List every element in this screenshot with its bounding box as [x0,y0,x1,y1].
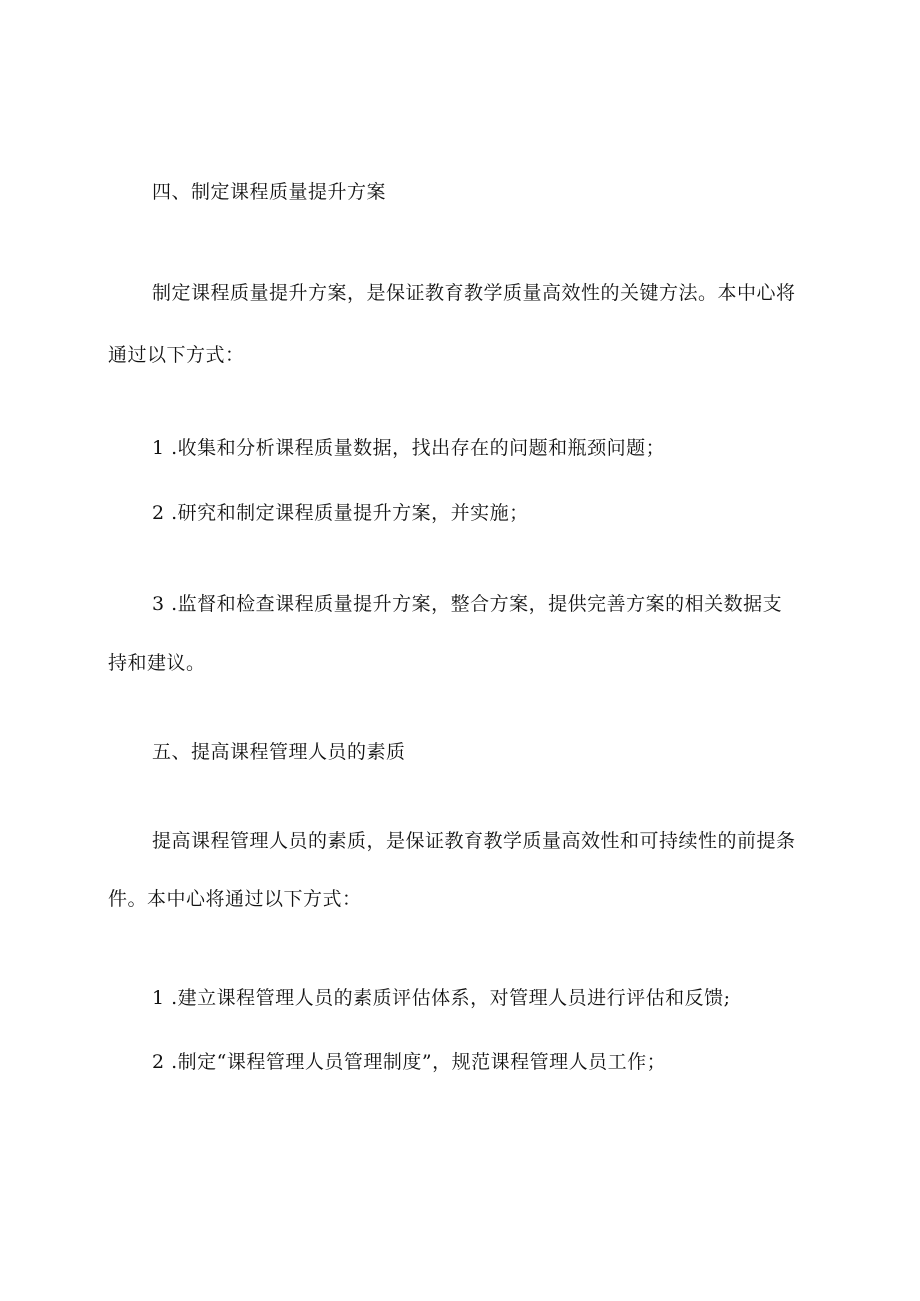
section-4-intro-line-2: 通过以下方式： [108,344,245,366]
section-5-intro-line-2: 件。本中心将通过以下方式： [108,888,362,910]
list-item-number: 1 [152,437,165,459]
section-4-item-3 [152,592,782,616]
list-item-text: .建立课程管理人员的素质评估体系，对管理人员进行评估和反馈; [171,987,731,1009]
section-5-heading: 五、提高课程管理人员的素质 [152,741,406,763]
list-item-number: 2 [152,1051,165,1073]
section-4-intro-line-1: 制定课程质量提升方案，是保证教育教学质量高效性的关键方法。本中心将 [152,282,796,304]
list-item-text: .制定“课程管理人员管理制度”，规范课程管理人员工作； [171,1051,667,1073]
list-item-number: 3 [152,593,165,615]
list-item-number: 2 [152,502,165,524]
section-4-heading: 四、制定课程质量提升方案 [152,181,387,203]
list-item-text: .收集和分析课程质量数据，找出存在的问题和瓶颈问题； [171,437,666,459]
section-5-intro-line-1: 提高课程管理人员的素质，是保证教育教学质量高效性和可持续性的前提条 [152,830,796,852]
section-4-item-3-continuation: 持和建议。 [108,652,206,674]
list-item-text: .研究和制定课程质量提升方案，并实施； [171,502,529,524]
section-4-item-1 [152,436,665,460]
list-item-number: 1 [152,987,165,1009]
section-5-item-2 [152,1050,666,1074]
section-5-item-1 [152,986,731,1010]
list-item-text: .监督和检查课程质量提升方案，整合方案，提供完善方案的相关数据支 [171,593,783,615]
section-4-item-2 [152,501,529,525]
